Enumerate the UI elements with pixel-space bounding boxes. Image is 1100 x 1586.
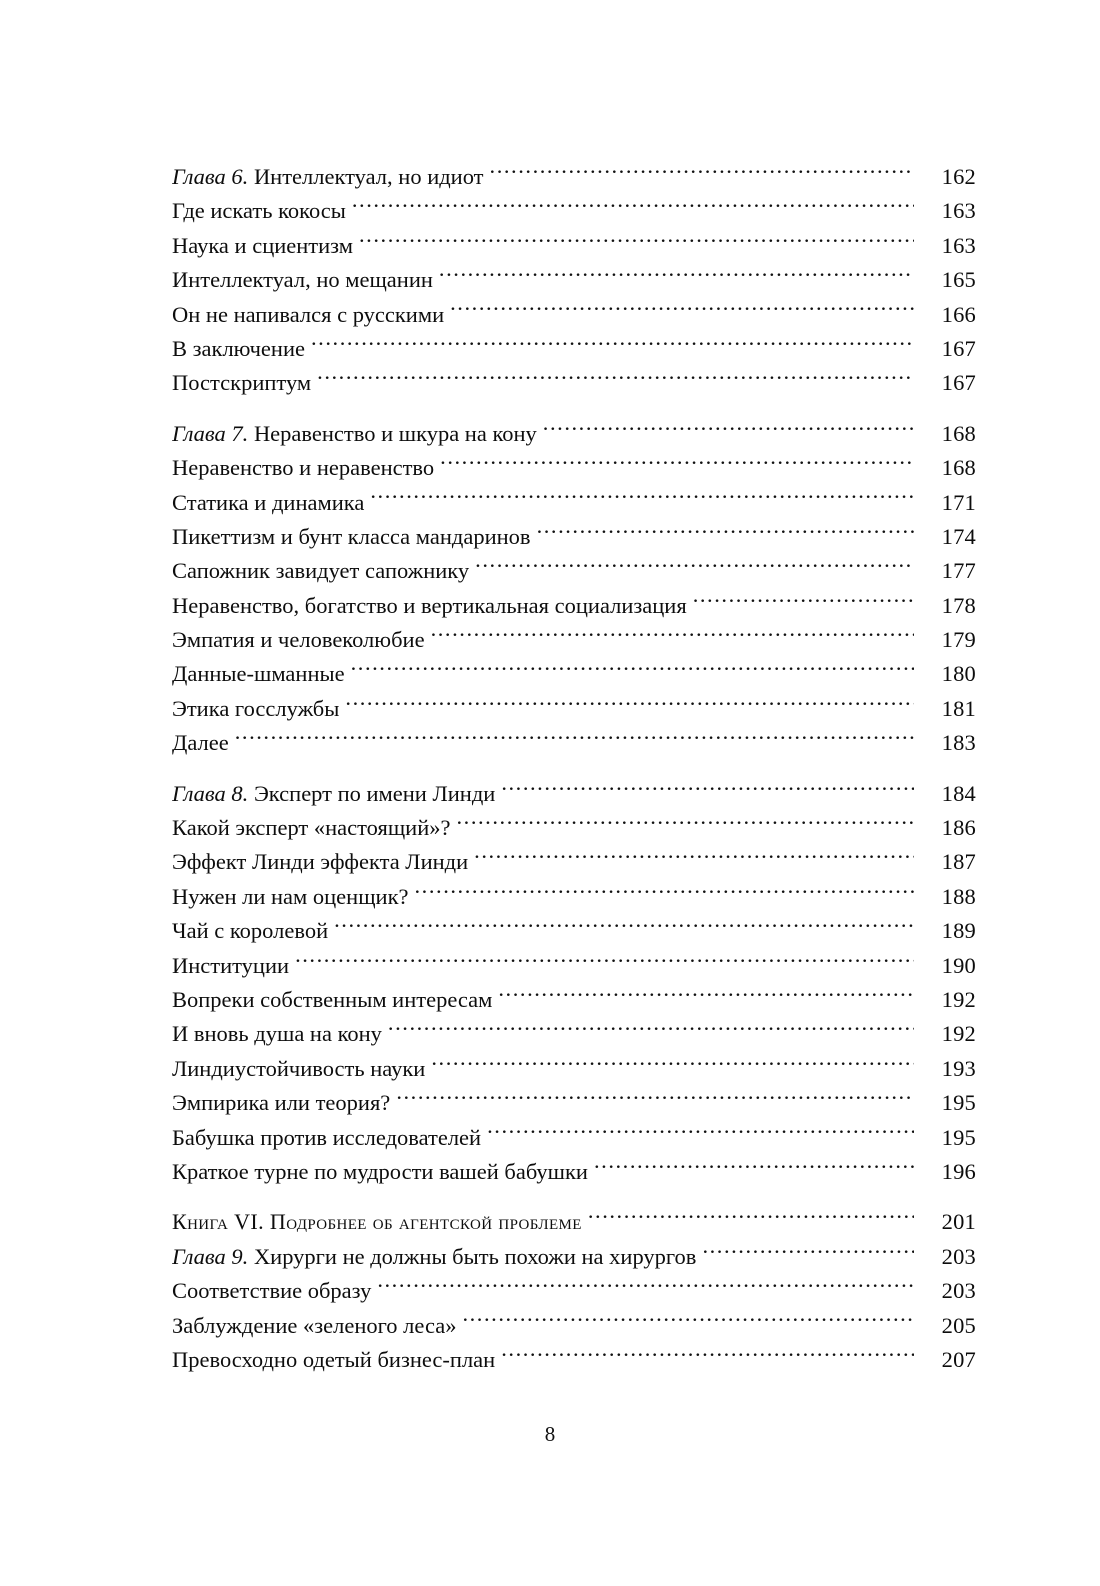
toc-entry-title-text: Вопреки собственным интересам (172, 986, 493, 1012)
toc-entry-page-number: 187 (941, 849, 976, 875)
toc-entry-page-number: 183 (941, 730, 976, 756)
toc-entry-page-number: 192 (941, 1021, 976, 1047)
toc-entry-title-text: Соответствие образу (172, 1278, 372, 1304)
toc-entry-title-text: Превосходно одетый бизнес-план (172, 1346, 496, 1372)
toc-entry-title-text: Статика и динамика (172, 489, 365, 515)
toc-entry-page-number: 167 (941, 335, 976, 361)
toc-entry-title (172, 1343, 501, 1377)
toc-dot-leader (456, 813, 914, 836)
toc-entry-title-text: Чай с королевой (172, 918, 329, 944)
toc-entry-title (172, 194, 352, 228)
toc-entry-title (172, 520, 537, 554)
toc-entry-title-text: Неравенство и шкура на кону (248, 420, 537, 446)
toc-entry-title (172, 366, 317, 400)
toc-dot-leader (498, 984, 914, 1007)
toc-entry-title-text: Данные-шманные (172, 661, 345, 687)
toc-entry-section[interactable] (172, 1343, 976, 1377)
toc-entry-page-number: 203 (941, 1278, 976, 1304)
toc-dot-leader (415, 881, 915, 904)
toc-dot-leader (377, 1276, 914, 1299)
toc-entry-page-number: 181 (941, 695, 976, 721)
toc-entry-page-number: 190 (941, 952, 976, 978)
toc-entry-section[interactable] (172, 332, 976, 366)
toc-dot-leader (370, 487, 914, 510)
toc-entry-page-number: 195 (941, 1090, 976, 1116)
toc-entry-title (172, 692, 345, 726)
toc-entry-title (172, 1240, 702, 1274)
toc-entry-title (172, 1274, 377, 1308)
toc-entry-title-text: В заключение (172, 335, 305, 361)
toc-entry-page-number: 168 (941, 455, 976, 481)
toc-dot-leader (352, 196, 914, 219)
toc-entry-title (172, 160, 490, 194)
toc-entry-page-number: 162 (941, 164, 976, 189)
toc-entry-book[interactable] (172, 1205, 976, 1239)
toc-entry-chapter[interactable] (172, 777, 976, 811)
toc-entry-title (172, 811, 456, 845)
toc-entry-title-text: Неравенство и неравенство (172, 455, 435, 481)
page-folio-number: 8 (544, 1422, 556, 1446)
toc-entry-title-text: Эмпатия и человеколюбие (172, 627, 425, 653)
toc-entry-section[interactable] (172, 520, 976, 554)
toc-entry-page-number: 189 (941, 918, 976, 944)
toc-dot-leader (431, 1053, 914, 1076)
toc-group-gap (172, 1189, 976, 1205)
toc-entry-title (172, 451, 440, 485)
toc-entry-page-number: 201 (941, 1209, 976, 1235)
toc-entry-section[interactable] (172, 554, 976, 588)
toc-entry-section[interactable] (172, 1017, 976, 1051)
toc-entry-title-text: Этика госслужбы (172, 695, 340, 721)
toc-entry-section[interactable] (172, 229, 976, 263)
toc-entry-section[interactable] (172, 1274, 976, 1308)
toc-dot-leader (317, 368, 914, 391)
toc-dot-leader (588, 1207, 914, 1230)
toc-entry-title (172, 1086, 396, 1120)
toc-entry-section[interactable] (172, 1309, 976, 1343)
toc-entry-section[interactable] (172, 811, 976, 845)
toc-entry-chapter-prefix: Глава 6. (172, 164, 249, 189)
toc-entry-title-text: Заблуждение «зеленого леса» (172, 1312, 457, 1338)
toc-entry-page-number: 165 (941, 267, 976, 293)
toc-entry-page-number: 166 (941, 301, 976, 327)
toc-dot-leader (543, 418, 914, 441)
toc-entry-section[interactable] (172, 194, 976, 228)
toc-entry-section[interactable] (172, 1052, 976, 1086)
toc-entry-section[interactable] (172, 623, 976, 657)
toc-entry-page-number: 184 (941, 780, 976, 806)
toc-entry-section[interactable] (172, 845, 976, 879)
toc-entry-title (172, 332, 311, 366)
toc-entry-title (172, 229, 359, 263)
toc-group-gap (172, 761, 976, 777)
toc-entry-title-text: И вновь душа на кону (172, 1021, 382, 1047)
toc-entry-title (172, 298, 450, 332)
toc-entry-title (172, 623, 431, 657)
toc-entry-title (172, 1309, 462, 1343)
toc-dot-leader (474, 847, 914, 870)
toc-entry-section[interactable] (172, 1086, 976, 1120)
toc-dot-leader (501, 778, 914, 801)
toc-entry-page-number: 177 (941, 558, 976, 584)
toc-entry-title (172, 417, 543, 451)
toc-entry-page-number: 168 (941, 420, 976, 446)
toc-entry-title-text: Интеллектуал, но мещанин (172, 267, 433, 293)
toc-entry-title-text: Книга VI. Подробнее об агентской проблеме (172, 1209, 582, 1235)
toc-entry-chapter-prefix: Глава 7. (172, 420, 249, 446)
toc-entry-section[interactable] (172, 486, 976, 520)
toc-dot-leader (501, 1344, 914, 1367)
toc-entry-title-text: Постскриптум (172, 370, 312, 396)
toc-entry-page-number: 195 (941, 1124, 976, 1150)
toc-entry-page-number: 180 (941, 661, 976, 687)
toc-entry-section[interactable] (172, 692, 976, 726)
toc-entry-title-text: Сапожник завидует сапожнику (172, 558, 470, 584)
toc-dot-leader (345, 693, 914, 716)
toc-entry-page-number: 167 (941, 370, 976, 396)
toc-entry-title (172, 726, 235, 760)
toc-dot-leader (537, 521, 914, 544)
toc-dot-leader (311, 333, 914, 356)
toc-entry-section[interactable] (172, 949, 976, 983)
toc-entry-title-text: Институции (172, 952, 290, 978)
toc-entry-chapter[interactable] (172, 160, 976, 194)
toc-dot-leader (439, 265, 914, 288)
toc-entry-title (172, 589, 693, 623)
toc-entry-section[interactable] (172, 657, 976, 691)
toc-entry-section[interactable] (172, 726, 976, 760)
toc-dot-leader (295, 950, 914, 973)
toc-entry-title-text: Эмпирика или теория? (172, 1090, 391, 1116)
toc-entry-title (172, 263, 439, 297)
toc-entry-chapter-prefix: Глава 9. (172, 1243, 249, 1269)
toc-entry-chapter[interactable] (172, 1240, 976, 1274)
toc-entry-title (172, 1205, 588, 1239)
toc-dot-leader (594, 1156, 914, 1179)
toc-dot-leader (462, 1310, 914, 1333)
toc-entry-title (172, 777, 501, 811)
toc-entry-section[interactable] (172, 880, 976, 914)
toc-entry-page-number: 203 (941, 1243, 976, 1269)
toc-dot-leader (431, 625, 914, 648)
toc-entry-title (172, 983, 498, 1017)
toc-entry-chapter-prefix: Глава 8. (172, 780, 249, 806)
toc-entry-title-text: Эксперт по имени Линди (248, 780, 496, 806)
toc-dot-leader (235, 728, 914, 751)
toc-entry-title-text: Линдиустойчивость науки (172, 1055, 426, 1081)
toc-dot-leader (440, 453, 914, 476)
toc-dot-leader (702, 1241, 914, 1264)
toc-entry-page-number: 196 (941, 1158, 976, 1184)
toc-entry-title (172, 845, 474, 879)
toc-dot-leader (450, 299, 914, 322)
toc-entry-title (172, 1155, 594, 1189)
toc-entry-title (172, 657, 351, 691)
toc-entry-title-text: Наука и сциентизм (172, 232, 353, 258)
toc-entry-title-text: Он не напивался с русскими (172, 301, 445, 327)
toc-entry-title-text: Эффект Линди эффекта Линди (172, 849, 469, 875)
toc-entry-title-text: Нужен ли нам оценщик? (172, 883, 409, 909)
toc-entry-section[interactable] (172, 914, 976, 948)
toc-entry-page-number: 174 (941, 523, 976, 549)
toc-entry-page-number: 178 (941, 592, 976, 618)
toc-entry-page-number: 179 (941, 627, 976, 653)
toc-entry-page-number: 163 (941, 232, 976, 258)
toc-dot-leader (359, 230, 914, 253)
toc-entry-title (172, 486, 370, 520)
toc-dot-leader (693, 590, 914, 613)
toc-dot-leader (396, 1088, 914, 1111)
toc-entry-page-number: 188 (941, 883, 976, 909)
toc-entry-title (172, 554, 475, 588)
toc-entry-title (172, 949, 295, 983)
toc-dot-leader (490, 162, 914, 185)
toc-entry-title-text: Интеллектуал, но идиот (248, 164, 484, 189)
toc-entry-title (172, 1052, 431, 1086)
toc-entry-page-number: 171 (941, 489, 976, 515)
toc-dot-leader (334, 916, 914, 939)
toc-entry-section[interactable] (172, 1121, 976, 1155)
toc-dot-leader (388, 1019, 914, 1042)
toc-entry-page-number: 193 (941, 1055, 976, 1081)
toc-entry-page-number: 205 (941, 1312, 976, 1338)
toc-entry-title-text: Краткое турне по мудрости вашей бабушки (172, 1158, 588, 1184)
toc-entry-section[interactable] (172, 589, 976, 623)
toc-entry-title (172, 880, 415, 914)
toc-entry-title-text: Далее (172, 730, 229, 756)
toc-entry-page-number: 207 (941, 1346, 976, 1372)
toc-entry-title-text: Неравенство, богатство и вертикальная социализация (172, 592, 687, 618)
toc-entry-section[interactable] (172, 983, 976, 1017)
toc-entry-title-text: Хирурги не должны быть похожи на хирургов (248, 1243, 697, 1269)
toc-entry-title (172, 1121, 487, 1155)
toc-entry-chapter[interactable] (172, 417, 976, 451)
toc-dot-leader (475, 556, 914, 579)
toc-entry-title-text: Где искать кокосы (172, 198, 346, 224)
toc-entry-section[interactable] (172, 1155, 976, 1189)
toc-entry-section[interactable] (172, 366, 976, 400)
toc-entry-page-number: 163 (941, 198, 976, 224)
toc-dot-leader (487, 1122, 914, 1145)
toc-entry-title-text: Бабушка против исследователей (172, 1124, 482, 1150)
toc-group-gap (172, 401, 976, 417)
toc-entry-section[interactable] (172, 263, 976, 297)
toc-entry-title (172, 914, 334, 948)
toc-dot-leader (351, 659, 914, 682)
table-of-contents (172, 160, 976, 1377)
toc-entry-section[interactable] (172, 451, 976, 485)
toc-entry-page-number: 186 (941, 815, 976, 841)
toc-entry-page-number: 192 (941, 986, 976, 1012)
toc-entry-title (172, 1017, 388, 1051)
toc-entry-title-text: Пикеттизм и бунт класса мандаринов (172, 523, 531, 549)
toc-entry-section[interactable] (172, 298, 976, 332)
toc-entry-title-text: Какой эксперт «настоящий»? (172, 815, 451, 841)
